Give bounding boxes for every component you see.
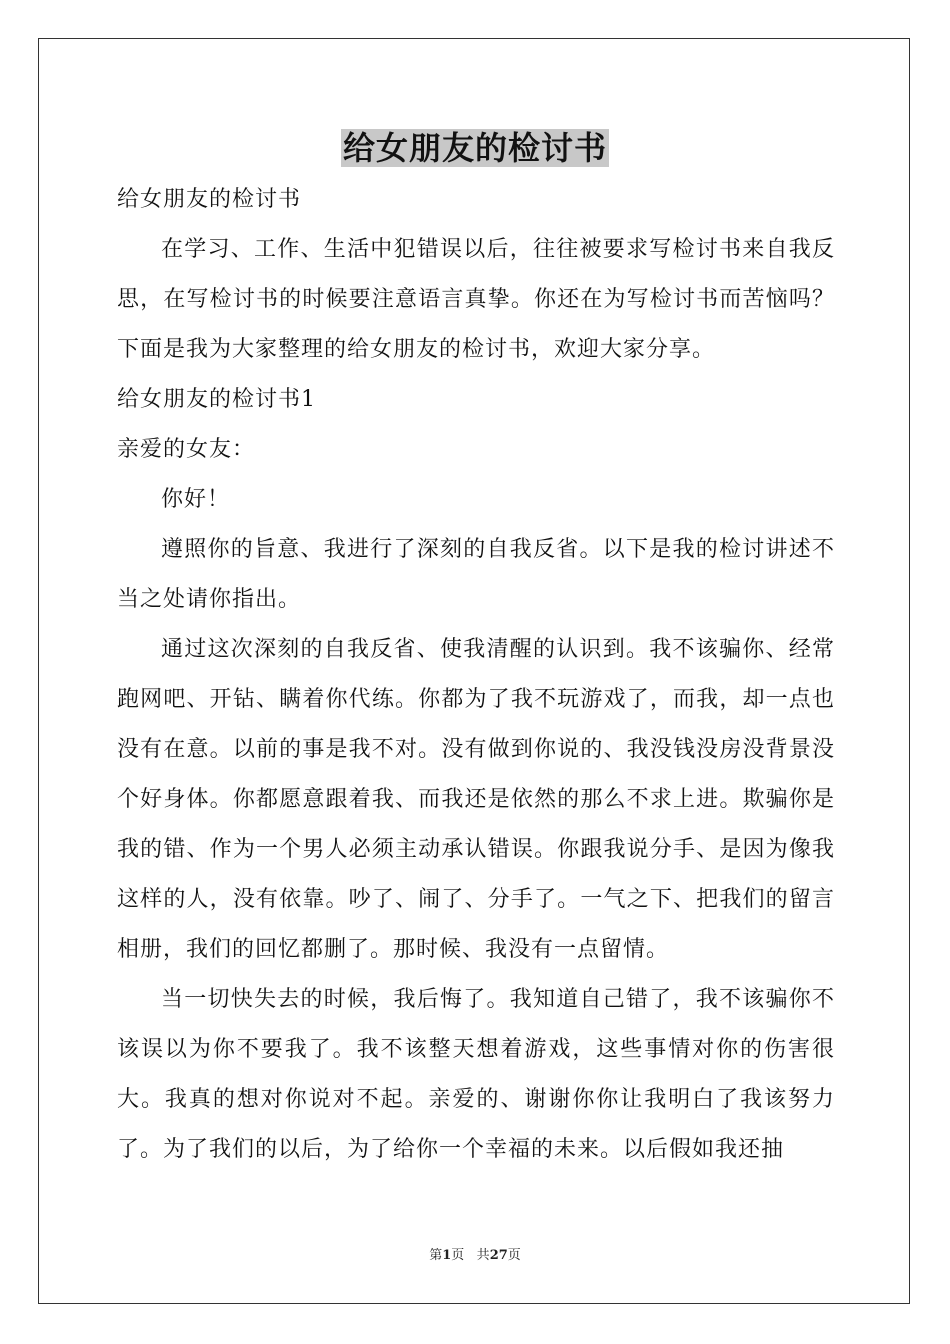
paragraph-body-2: 通过这次深刻的自我反省、使我清醒的认识到。我不该骗你、经常跑网吧、开钻、瞒着你代练。你都为了我不玩游戏了，而我，却一点也没有在意。以前的事是我不对。没有做到你说的、我没钱没房没背景没个好身体。你都愿意跟着我、而我还是依然的那么不求上进。欺骗你是我的错、作为一个男人必须主动承认错误。你跟我说分手、是因为像我这样的人，没有依靠。吵了、闹了、分手了。一气之下、把我们的留言相册，我们的回忆都删了。那时候、我没有一点留情。	[117, 637, 835, 962]
footer-page-current: 1	[442, 1248, 452, 1263]
paragraph-intro: 在学习、工作、生活中犯错误以后，往往被要求写检讨书来自我反思，在写检讨书的时候要注意语言真挚。你还在为写检讨书而苦恼吗？下面是我为大家整理的给女朋友的检讨书，欢迎大家分享。	[117, 237, 835, 362]
paragraph-subtitle: 给女朋友的检讨书	[117, 187, 302, 212]
paragraph-body-1: 遵照你的旨意、我进行了深刻的自我反省。以下是我的检讨讲述不当之处请你指出。	[117, 537, 835, 612]
document-title-text: 给女朋友的检讨书	[342, 129, 607, 167]
footer-page-unit: 页	[451, 1248, 465, 1263]
paragraph-salutation: 亲爱的女友：	[117, 437, 256, 462]
paragraph-body-3: 当一切快失去的时候，我后悔了。我知道自己错了，我不该骗你不该误以为你不要我了。我不该整天想着游戏，这些事情对你的伤害很大。我真的想对你说对不起。亲爱的、谢谢你你让我明白了我该努力了。为了我们的以后，为了给你一个幸福的未来。以后假如我还抽	[117, 987, 835, 1162]
footer-total-unit: 页	[507, 1248, 521, 1263]
footer-total-prefix: 共	[476, 1248, 490, 1263]
footer-page-total: 27	[489, 1248, 508, 1263]
document-title	[0, 128, 950, 168]
paragraph-greeting: 你好！	[161, 487, 231, 512]
footer-page-prefix: 第	[429, 1248, 443, 1263]
paragraph-section-heading: 给女朋友的检讨书1	[117, 387, 316, 412]
document-body	[117, 175, 835, 1175]
page-footer	[0, 1247, 950, 1265]
